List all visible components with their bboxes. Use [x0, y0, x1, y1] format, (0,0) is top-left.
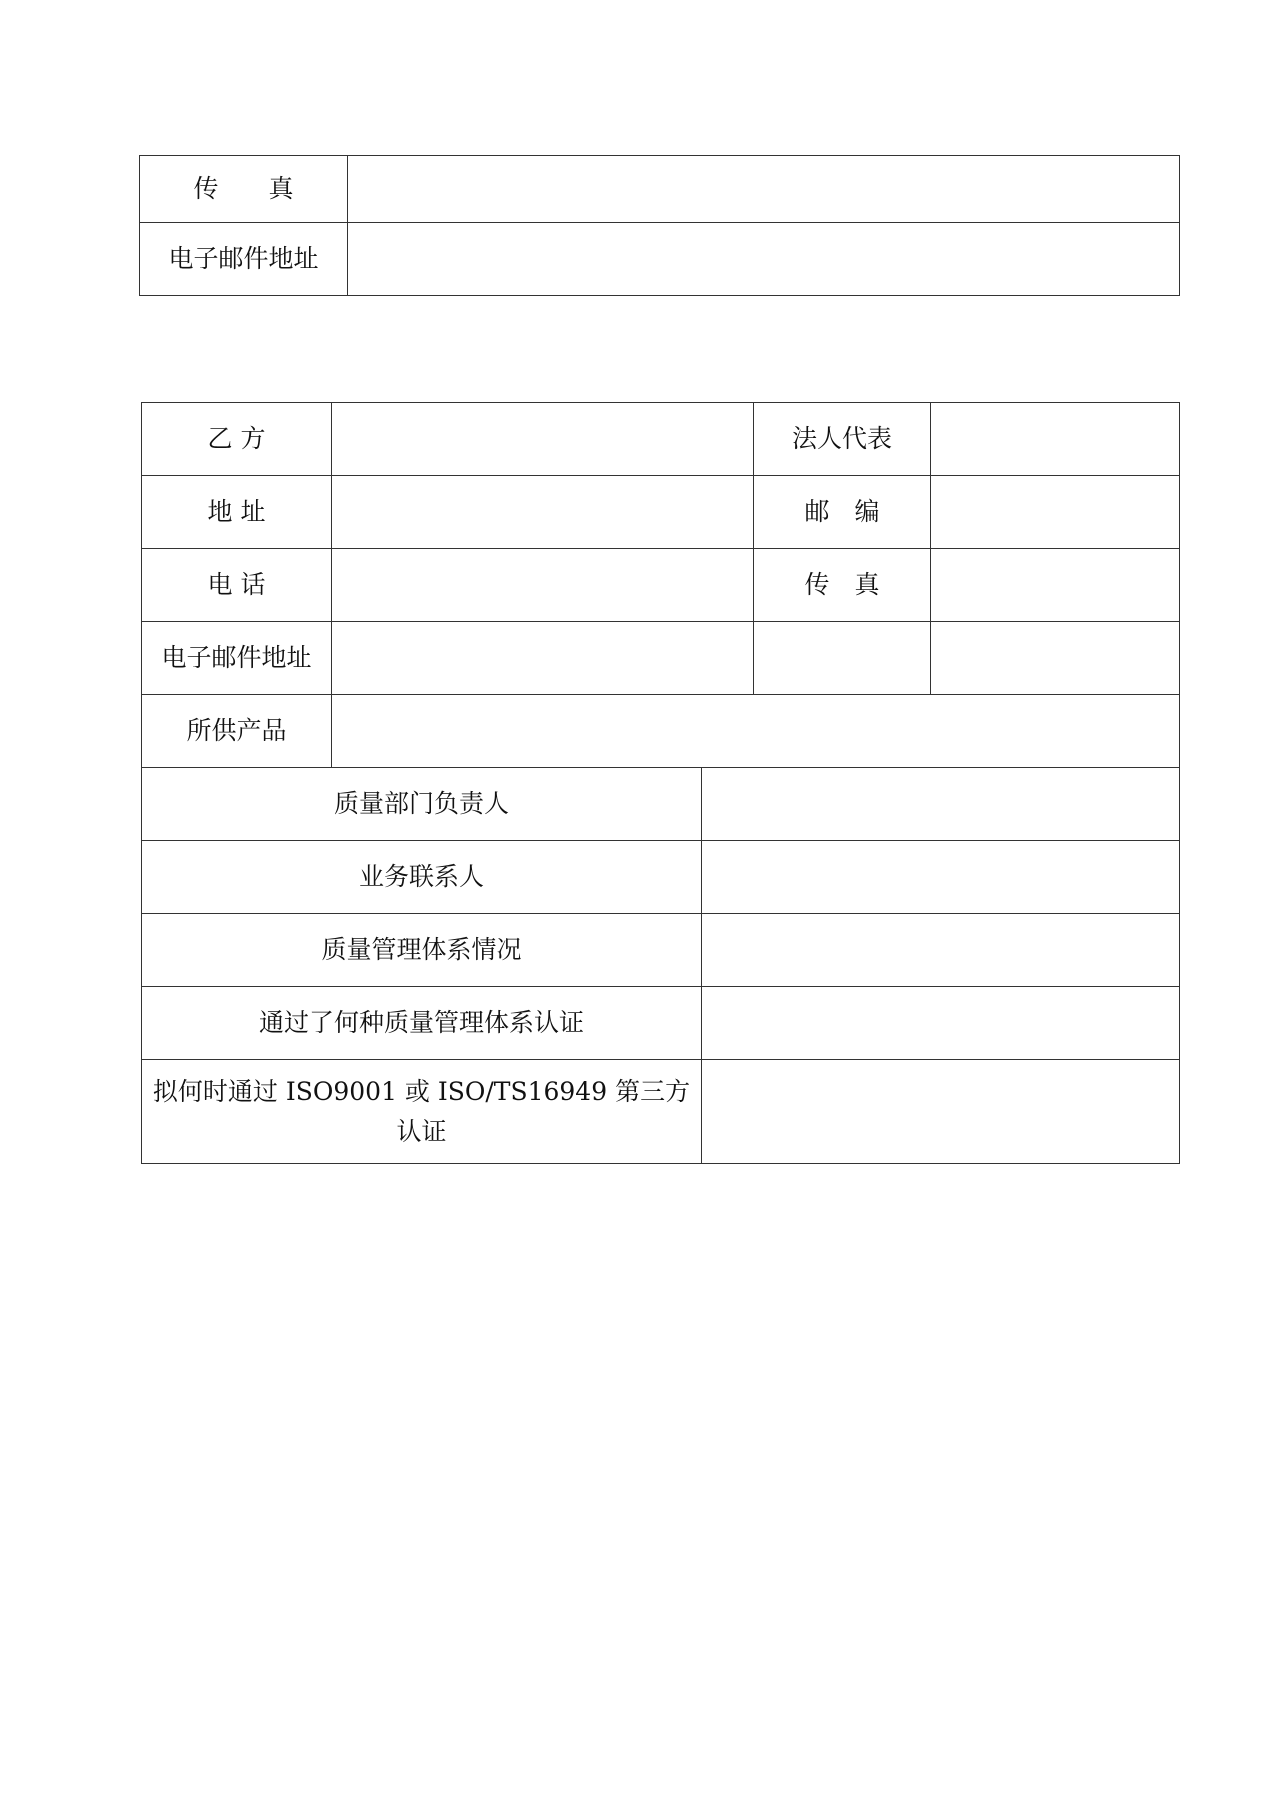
- address-value[interactable]: [332, 476, 754, 549]
- fax-value[interactable]: [348, 156, 1180, 223]
- qms-status-value[interactable]: [702, 914, 1180, 987]
- postcode-value[interactable]: [931, 476, 1180, 549]
- fax-label: 传 真: [140, 156, 348, 223]
- legal-rep-label: 法人代表: [754, 403, 931, 476]
- party-b-table: [141, 402, 1180, 1164]
- qms-certified-label: 通过了何种质量管理体系认证: [142, 987, 702, 1060]
- email-extra-cell-1[interactable]: [754, 622, 931, 695]
- party-b-row: [142, 403, 1180, 476]
- address-label: 地 址: [142, 476, 332, 549]
- qms-status-label: 质量管理体系情况: [142, 914, 702, 987]
- phone-value[interactable]: [332, 549, 754, 622]
- email-row-b: [142, 622, 1180, 695]
- email-value[interactable]: [348, 223, 1180, 296]
- business-contact-row: [142, 841, 1180, 914]
- fax-row: [140, 156, 1180, 223]
- party-b-value[interactable]: [332, 403, 754, 476]
- quality-head-label: 质量部门负责人: [142, 768, 702, 841]
- phone-row: [142, 549, 1180, 622]
- qms-certified-row: [142, 987, 1180, 1060]
- email-row: [140, 223, 1180, 296]
- products-label: 所供产品: [142, 695, 332, 768]
- postcode-label: 邮 编: [754, 476, 931, 549]
- quality-head-value[interactable]: [702, 768, 1180, 841]
- qms-status-row: [142, 914, 1180, 987]
- legal-rep-value[interactable]: [931, 403, 1180, 476]
- email-label-b: 电子邮件地址: [142, 622, 332, 695]
- email-label: 电子邮件地址: [140, 223, 348, 296]
- business-contact-label: 业务联系人: [142, 841, 702, 914]
- planned-cert-row: [142, 1060, 1180, 1164]
- qms-certified-value[interactable]: [702, 987, 1180, 1060]
- fax-label-b: 传 真: [754, 549, 931, 622]
- planned-cert-value[interactable]: [702, 1060, 1180, 1164]
- email-value-b[interactable]: [332, 622, 754, 695]
- address-row: [142, 476, 1180, 549]
- quality-head-row: [142, 768, 1180, 841]
- products-value[interactable]: [332, 695, 1180, 768]
- planned-cert-label: 拟何时通过 ISO9001 或 ISO/TS16949 第三方认证: [142, 1060, 702, 1164]
- business-contact-value[interactable]: [702, 841, 1180, 914]
- email-extra-cell-2[interactable]: [931, 622, 1180, 695]
- phone-label: 电 话: [142, 549, 332, 622]
- contact-table-top: [139, 155, 1180, 296]
- products-row: [142, 695, 1180, 768]
- party-b-label: 乙 方: [142, 403, 332, 476]
- fax-value-b[interactable]: [931, 549, 1180, 622]
